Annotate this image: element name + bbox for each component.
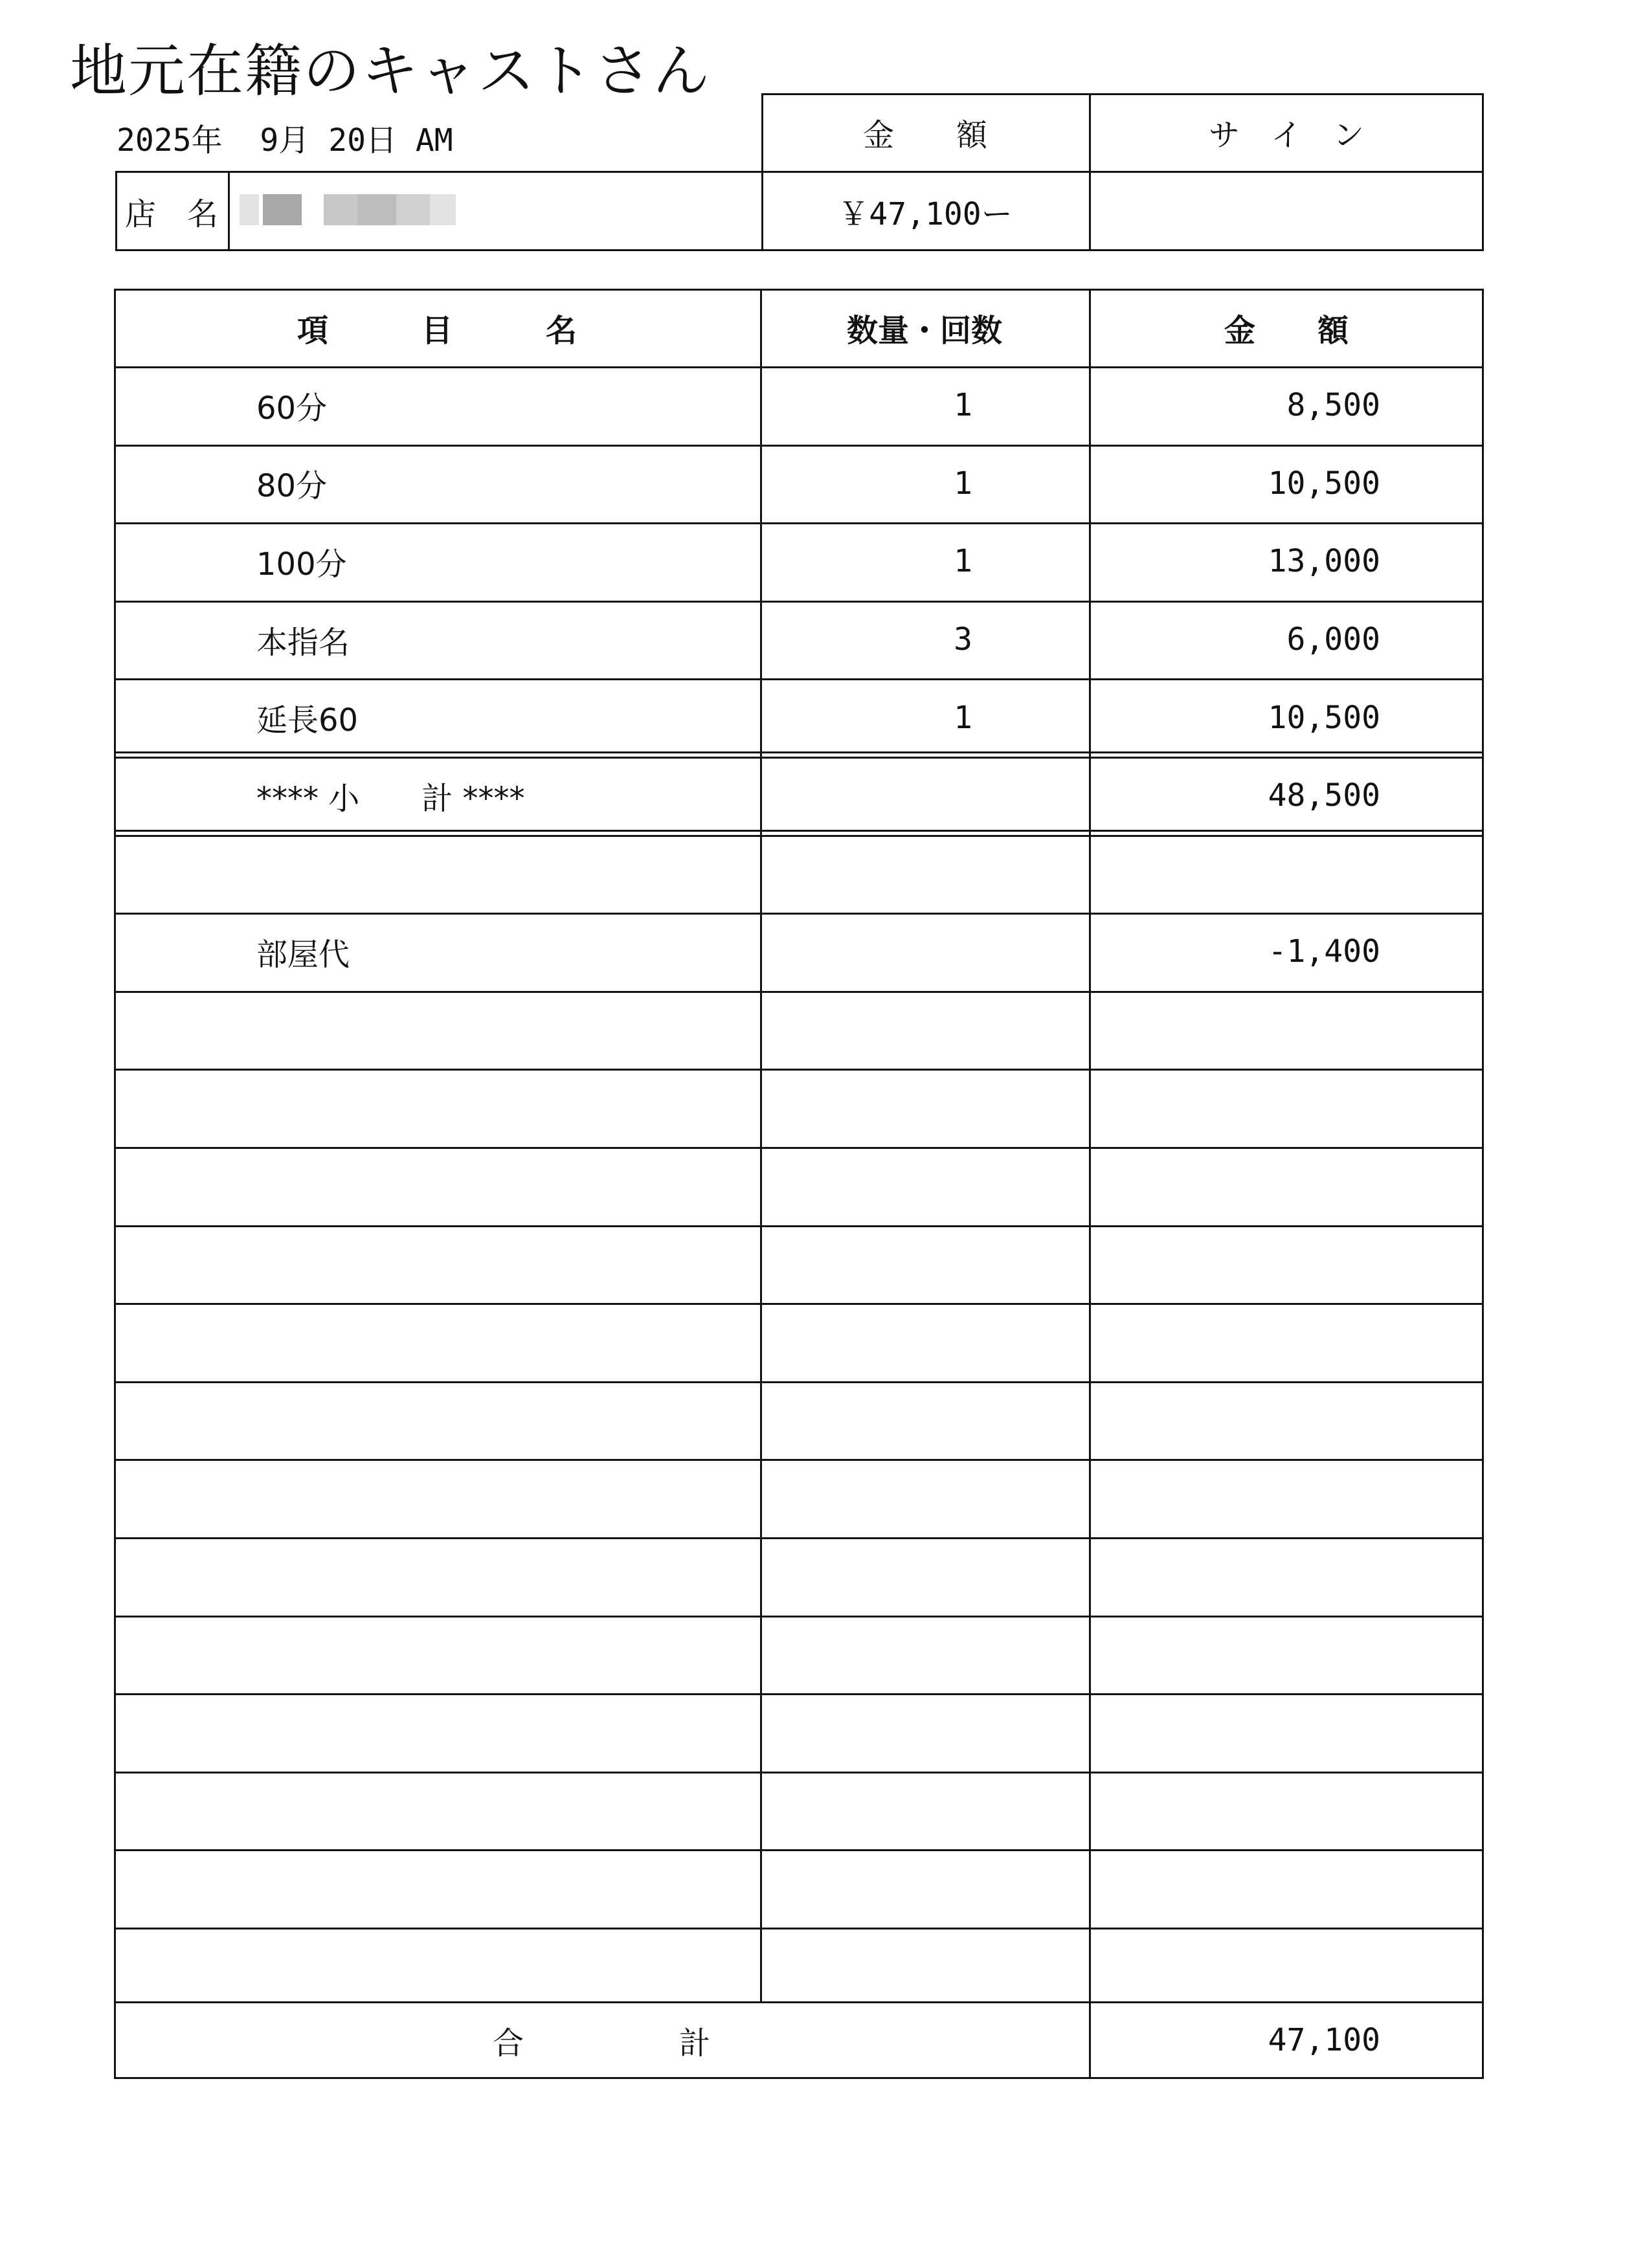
header-amount: 金 額 bbox=[1224, 312, 1349, 349]
store-name-redacted bbox=[240, 188, 460, 233]
store-label-divider bbox=[228, 171, 230, 251]
amount-cell bbox=[1089, 1381, 1484, 1460]
signature-header: サ イ ン bbox=[1208, 117, 1364, 153]
amount-cell: -1,400 bbox=[1268, 933, 1380, 970]
item-name-cell: 延長60 bbox=[256, 702, 359, 739]
items-table bbox=[114, 289, 1484, 2079]
amount-cell bbox=[1089, 1616, 1484, 1694]
quantity-cell bbox=[760, 1303, 1089, 1381]
quantity-cell bbox=[760, 1459, 1089, 1537]
quantity-cell bbox=[760, 913, 1089, 991]
item-name-cell bbox=[114, 1537, 760, 1616]
quantity-cell bbox=[760, 1772, 1089, 1850]
item-name-cell bbox=[114, 1693, 760, 1772]
quantity-cell bbox=[760, 1069, 1089, 1147]
amount-cell: 10,500 bbox=[1268, 699, 1380, 736]
amount-cell: 13,000 bbox=[1268, 543, 1380, 580]
item-name-cell bbox=[114, 835, 760, 913]
amount-cell bbox=[1089, 1693, 1484, 1772]
item-name-cell: **** 小 計 **** bbox=[256, 780, 525, 817]
item-name-cell: 60分 bbox=[256, 390, 328, 427]
amount-cell bbox=[1089, 1225, 1484, 1304]
quantity-cell bbox=[760, 991, 1089, 1069]
amount-cell: 10,500 bbox=[1268, 465, 1380, 502]
item-name-cell bbox=[114, 1303, 760, 1381]
amount-cell bbox=[1089, 1069, 1484, 1147]
amount-cell bbox=[1089, 1928, 1484, 2006]
total-label: 合 計 bbox=[492, 2025, 710, 2062]
amount-cell: 6,000 bbox=[1286, 621, 1380, 658]
amount-cell: 8,500 bbox=[1286, 387, 1380, 424]
quantity-cell: 1 bbox=[954, 699, 972, 736]
amount-cell bbox=[1089, 1147, 1484, 1225]
quantity-cell bbox=[760, 1616, 1089, 1694]
item-name-cell bbox=[114, 1616, 760, 1694]
row-double-divider bbox=[114, 830, 1484, 832]
quantity-cell bbox=[760, 1225, 1089, 1304]
signature-field bbox=[1089, 171, 1484, 251]
quantity-cell: 1 bbox=[954, 465, 972, 502]
quantity-cell: 1 bbox=[954, 387, 972, 424]
item-name-cell bbox=[114, 1928, 760, 2006]
item-name-cell bbox=[114, 1225, 760, 1304]
item-name-cell bbox=[114, 1459, 760, 1537]
header-item-name: 項 目 名 bbox=[297, 312, 577, 349]
quantity-cell: 1 bbox=[954, 543, 972, 580]
item-name-cell bbox=[114, 991, 760, 1069]
item-name-cell bbox=[114, 1772, 760, 1850]
quantity-cell bbox=[760, 757, 1089, 835]
item-name-cell: 本指名 bbox=[256, 624, 350, 661]
quantity-cell bbox=[760, 1147, 1089, 1225]
item-name-cell: 部屋代 bbox=[256, 936, 350, 973]
item-name-cell bbox=[114, 1381, 760, 1460]
quantity-cell bbox=[760, 1381, 1089, 1460]
item-name-cell: 100分 bbox=[256, 546, 347, 583]
item-name-cell: 80分 bbox=[256, 468, 328, 505]
amount-cell bbox=[1089, 991, 1484, 1069]
item-name-cell bbox=[114, 1069, 760, 1147]
amount-cell bbox=[1089, 1537, 1484, 1616]
document-date: 2025年 9月 20日 AM bbox=[117, 122, 453, 159]
amount-cell: 48,500 bbox=[1268, 777, 1380, 814]
total-value: 47,100 bbox=[1268, 2022, 1380, 2058]
amount-cell bbox=[1089, 1772, 1484, 1850]
quantity-cell: 3 bbox=[954, 621, 972, 658]
amount-cell bbox=[1089, 835, 1484, 913]
quantity-cell bbox=[760, 835, 1089, 913]
document-title: 地元在籍のキャストさん bbox=[70, 38, 711, 104]
item-name-cell bbox=[114, 1849, 760, 1928]
header-quantity: 数量・回数 bbox=[846, 312, 1002, 349]
row-double-divider bbox=[114, 751, 1484, 753]
item-name-cell bbox=[114, 1147, 760, 1225]
amount-cell bbox=[1089, 1459, 1484, 1537]
quantity-cell bbox=[760, 1693, 1089, 1772]
amount-cell bbox=[1089, 1849, 1484, 1928]
quantity-cell bbox=[760, 1849, 1089, 1928]
summary-amount-value: ￥47,100ー bbox=[838, 195, 1013, 232]
store-name-label: 店 名 bbox=[124, 195, 218, 232]
amount-cell bbox=[1089, 1303, 1484, 1381]
quantity-cell bbox=[760, 1537, 1089, 1616]
quantity-cell bbox=[760, 1928, 1089, 2006]
summary-amount-header: 金 額 bbox=[862, 117, 987, 153]
